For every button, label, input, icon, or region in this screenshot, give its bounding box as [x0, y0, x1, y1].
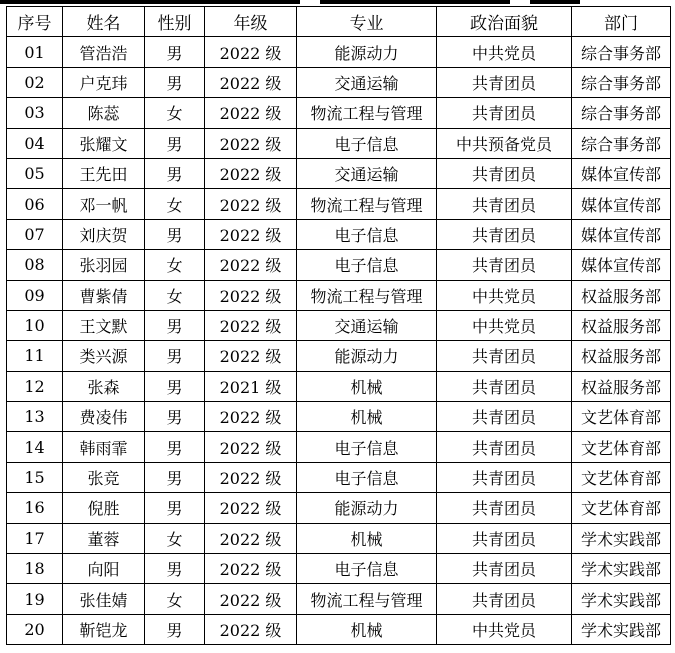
cell-grade: 2022 级 [205, 280, 297, 310]
cell-grade: 2022 级 [205, 219, 297, 249]
cell-political-status: 共青团员 [437, 189, 572, 219]
cell-grade: 2022 级 [205, 37, 297, 67]
table-header [7, 7, 671, 37]
cell-gender: 女 [145, 189, 205, 219]
cell-name: 陈蕊 [63, 98, 145, 128]
cell-gender: 男 [145, 128, 205, 158]
header-cell-index: 序号 [7, 7, 63, 37]
cell-name: 向阳 [63, 554, 145, 584]
cell-department: 学术实践部 [572, 584, 671, 614]
cell-major: 交通运输 [297, 158, 437, 188]
header-cell-gender: 性别 [145, 7, 205, 37]
cell-grade: 2022 级 [205, 189, 297, 219]
cell-major: 能源动力 [297, 493, 437, 523]
cell-grade: 2022 级 [205, 462, 297, 492]
cell-department: 学术实践部 [572, 523, 671, 553]
cell-political-status: 共青团员 [437, 554, 572, 584]
cell-name: 董蓉 [63, 523, 145, 553]
cell-major: 能源动力 [297, 341, 437, 371]
table-row [7, 584, 671, 614]
cell-index: 11 [7, 341, 63, 371]
cell-political-status: 共青团员 [437, 219, 572, 249]
cell-department: 学术实践部 [572, 554, 671, 584]
cell-political-status: 中共党员 [437, 280, 572, 310]
table-row [7, 219, 671, 249]
cell-name: 倪胜 [63, 493, 145, 523]
cell-grade: 2022 级 [205, 554, 297, 584]
cell-name: 王先田 [63, 158, 145, 188]
table-row [7, 280, 671, 310]
header-cell-department: 部门 [572, 7, 671, 37]
cell-name: 王文默 [63, 310, 145, 340]
cell-gender: 男 [145, 402, 205, 432]
cell-grade: 2022 级 [205, 128, 297, 158]
cell-index: 07 [7, 219, 63, 249]
cell-major: 物流工程与管理 [297, 280, 437, 310]
cell-grade: 2022 级 [205, 402, 297, 432]
cell-department: 权益服务部 [572, 341, 671, 371]
cell-name: 类兴源 [63, 341, 145, 371]
cell-name: 曹紫倩 [63, 280, 145, 310]
cell-department: 综合事务部 [572, 98, 671, 128]
cell-index: 14 [7, 432, 63, 462]
cell-index: 13 [7, 402, 63, 432]
cell-major: 电子信息 [297, 219, 437, 249]
cell-political-status: 共青团员 [437, 402, 572, 432]
cell-political-status: 中共党员 [437, 614, 572, 644]
header-cell-political-status: 政治面貌 [437, 7, 572, 37]
cell-major: 交通运输 [297, 67, 437, 97]
cell-department: 文艺体育部 [572, 432, 671, 462]
cell-gender: 男 [145, 158, 205, 188]
cell-political-status: 共青团员 [437, 462, 572, 492]
cell-political-status: 共青团员 [437, 341, 572, 371]
cell-major: 电子信息 [297, 462, 437, 492]
cell-index: 03 [7, 98, 63, 128]
cell-political-status: 中共预备党员 [437, 128, 572, 158]
cell-gender: 男 [145, 341, 205, 371]
cell-gender: 女 [145, 280, 205, 310]
cell-grade: 2022 级 [205, 432, 297, 462]
cell-major: 机械 [297, 614, 437, 644]
cell-name: 张羽园 [63, 250, 145, 280]
cell-gender: 男 [145, 432, 205, 462]
table-row [7, 158, 671, 188]
header-row [7, 7, 671, 37]
cell-department: 综合事务部 [572, 67, 671, 97]
cell-department: 文艺体育部 [572, 493, 671, 523]
cell-political-status: 共青团员 [437, 584, 572, 614]
cell-grade: 2022 级 [205, 67, 297, 97]
cell-political-status: 共青团员 [437, 98, 572, 128]
cell-major: 交通运输 [297, 310, 437, 340]
cell-index: 09 [7, 280, 63, 310]
cell-political-status: 共青团员 [437, 523, 572, 553]
header-cell-major: 专业 [297, 7, 437, 37]
cell-political-status: 共青团员 [437, 432, 572, 462]
cell-major: 机械 [297, 523, 437, 553]
cell-gender: 女 [145, 584, 205, 614]
cell-grade: 2022 级 [205, 341, 297, 371]
cell-grade: 2022 级 [205, 493, 297, 523]
table-body [7, 37, 671, 645]
cell-index: 10 [7, 310, 63, 340]
cell-major: 机械 [297, 402, 437, 432]
table-row [7, 341, 671, 371]
table-row [7, 250, 671, 280]
cell-grade: 2022 级 [205, 523, 297, 553]
cell-gender: 男 [145, 371, 205, 401]
cell-major: 电子信息 [297, 554, 437, 584]
cell-department: 综合事务部 [572, 37, 671, 67]
cell-index: 18 [7, 554, 63, 584]
cell-gender: 女 [145, 98, 205, 128]
table-row [7, 614, 671, 644]
cell-name: 管浩浩 [63, 37, 145, 67]
cell-department: 文艺体育部 [572, 462, 671, 492]
cell-index: 05 [7, 158, 63, 188]
cell-major: 物流工程与管理 [297, 584, 437, 614]
cell-department: 媒体宣传部 [572, 219, 671, 249]
cell-index: 02 [7, 67, 63, 97]
cell-name: 张森 [63, 371, 145, 401]
header-cell-name: 姓名 [63, 7, 145, 37]
cell-major: 物流工程与管理 [297, 98, 437, 128]
cell-grade: 2021 级 [205, 371, 297, 401]
cell-political-status: 中共党员 [437, 37, 572, 67]
cell-major: 能源动力 [297, 37, 437, 67]
cell-political-status: 共青团员 [437, 158, 572, 188]
cell-major: 机械 [297, 371, 437, 401]
cell-political-status: 中共党员 [437, 310, 572, 340]
cell-department: 文艺体育部 [572, 402, 671, 432]
cell-name: 张耀文 [63, 128, 145, 158]
table-row [7, 310, 671, 340]
cell-index: 20 [7, 614, 63, 644]
table-row [7, 493, 671, 523]
table-row [7, 462, 671, 492]
cell-gender: 男 [145, 462, 205, 492]
cell-major: 电子信息 [297, 432, 437, 462]
table-row [7, 98, 671, 128]
cell-gender: 女 [145, 250, 205, 280]
cell-index: 04 [7, 128, 63, 158]
cell-name: 韩雨霏 [63, 432, 145, 462]
table-row [7, 554, 671, 584]
cell-name: 费凌伟 [63, 402, 145, 432]
cell-grade: 2022 级 [205, 158, 297, 188]
table-row [7, 67, 671, 97]
table-row [7, 402, 671, 432]
cell-index: 17 [7, 523, 63, 553]
cell-name: 邓一帆 [63, 189, 145, 219]
cell-political-status: 共青团员 [437, 250, 572, 280]
table-row [7, 371, 671, 401]
cell-major: 电子信息 [297, 128, 437, 158]
header-cell-grade: 年级 [205, 7, 297, 37]
cell-index: 01 [7, 37, 63, 67]
cell-gender: 男 [145, 493, 205, 523]
cell-department: 学术实践部 [572, 614, 671, 644]
cell-name: 户克玮 [63, 67, 145, 97]
table-row [7, 432, 671, 462]
cell-department: 媒体宣传部 [572, 250, 671, 280]
cell-index: 19 [7, 584, 63, 614]
table-row [7, 523, 671, 553]
table-row [7, 189, 671, 219]
cell-grade: 2022 级 [205, 614, 297, 644]
cell-political-status: 共青团员 [437, 67, 572, 97]
cell-political-status: 共青团员 [437, 371, 572, 401]
cell-grade: 2022 级 [205, 98, 297, 128]
cell-gender: 男 [145, 219, 205, 249]
cell-grade: 2022 级 [205, 310, 297, 340]
cell-name: 刘庆贺 [63, 219, 145, 249]
cell-department: 权益服务部 [572, 371, 671, 401]
cell-grade: 2022 级 [205, 584, 297, 614]
member-roster-table [6, 6, 671, 645]
cell-grade: 2022 级 [205, 250, 297, 280]
cell-department: 权益服务部 [572, 310, 671, 340]
cell-index: 06 [7, 189, 63, 219]
cell-major: 电子信息 [297, 250, 437, 280]
cell-department: 综合事务部 [572, 128, 671, 158]
cell-gender: 男 [145, 614, 205, 644]
cell-name: 张佳婧 [63, 584, 145, 614]
cell-gender: 男 [145, 310, 205, 340]
cell-gender: 男 [145, 37, 205, 67]
cell-department: 媒体宣传部 [572, 189, 671, 219]
cell-index: 08 [7, 250, 63, 280]
table-row [7, 37, 671, 67]
cell-name: 靳铠龙 [63, 614, 145, 644]
cell-major: 物流工程与管理 [297, 189, 437, 219]
table-row [7, 128, 671, 158]
cell-index: 12 [7, 371, 63, 401]
cell-name: 张竞 [63, 462, 145, 492]
cell-political-status: 共青团员 [437, 493, 572, 523]
cell-department: 媒体宣传部 [572, 158, 671, 188]
cell-department: 权益服务部 [572, 280, 671, 310]
cell-gender: 男 [145, 554, 205, 584]
cell-index: 15 [7, 462, 63, 492]
cell-gender: 女 [145, 523, 205, 553]
cell-index: 16 [7, 493, 63, 523]
cell-gender: 男 [145, 67, 205, 97]
